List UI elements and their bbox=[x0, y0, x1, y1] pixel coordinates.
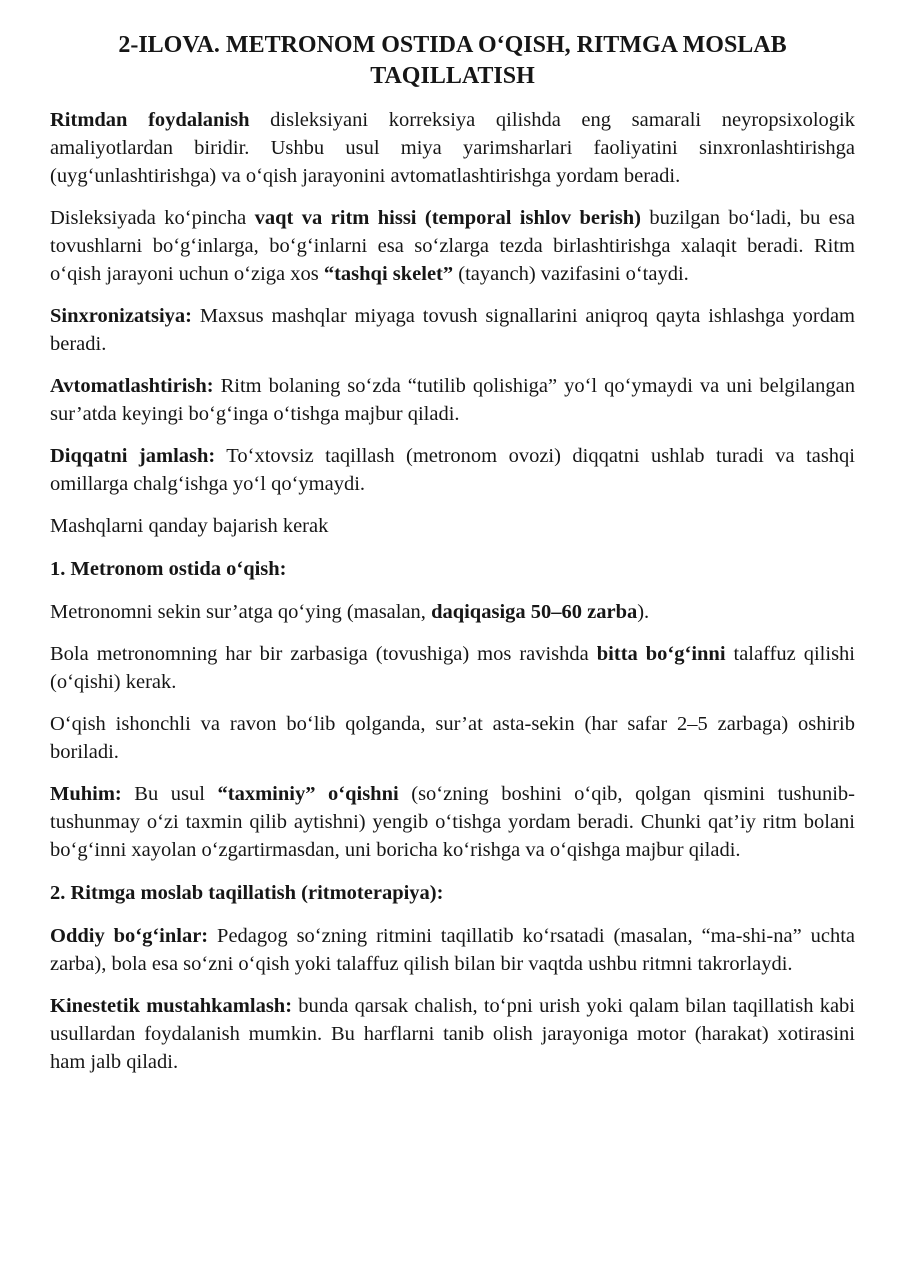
paragraph bbox=[50, 442, 855, 498]
bold-text-segment: “taxminiy” oʻqishni bbox=[217, 783, 399, 805]
bold-text-segment: Ritmdan foydalanish bbox=[50, 109, 250, 131]
text-segment: Metronomni sekin sur’atga qoʻying (masalan, bbox=[50, 601, 432, 623]
text-segment: Bu usul bbox=[121, 783, 218, 805]
paragraph bbox=[50, 106, 855, 190]
paragraph bbox=[50, 992, 855, 1076]
text-segment: Disleksiyada koʻpincha bbox=[50, 207, 255, 229]
text-segment: (soʻzning boshini oʻqib, qolgan qismini tushunib-tushunmay oʻzi taxmin qilib aytishni) yengib oʻtishga yordam beradi. Chunki qat’iy ritm bolani boʻgʻinni xayolan oʻzgartirmasdan, uni boricha koʻrishga va oʻqishga majbur qiladi. bbox=[50, 783, 855, 861]
bold-text-segment: Kinestetik mustahkamlash: bbox=[50, 995, 293, 1017]
bold-text-segment: Avtomatlashtirish: bbox=[50, 375, 214, 397]
section-heading bbox=[50, 555, 855, 583]
paragraph bbox=[50, 780, 855, 864]
paragraph bbox=[50, 710, 855, 766]
text-segment: Bola metronomning har bir zarbasiga (tovushiga) mos ravishda bbox=[50, 643, 597, 665]
bold-text-segment: 2. Ritmga moslab taqillatish (ritmoterapiya): bbox=[50, 882, 444, 904]
text-segment: Pedagog soʻzning ritmini taqillatib koʻrsatadi (masalan, “ma-shi-na” uchta zarba), bola esa soʻzni oʻqish yoki talaffuz qilish bilan bir vaqtda ushbu ritmni takrorlaydi. bbox=[50, 925, 855, 975]
bold-text-segment: vaqt va ritm hissi (temporal ishlov berish) bbox=[254, 207, 641, 229]
bold-text-segment: bitta boʻgʻinni bbox=[596, 643, 726, 665]
bold-text-segment: daqiqasiga 50–60 zarba bbox=[431, 601, 638, 623]
paragraph bbox=[50, 598, 855, 626]
text-segment: bunda qarsak chalish, toʻpni urish yoki qalam bilan taqillatish kabi usullardan foydalanish mumkin. Bu harflarni tanib olish jarayoniga motor (harakat) xotirasini ham jalb qiladi. bbox=[50, 995, 856, 1073]
text-segment: buzilgan boʻladi, bu esa tovushlarni boʻgʻinlarga, boʻgʻinlarni esa soʻzlarga tezda birlashtirishga xalaqit beradi. Ritm oʻqish jarayoni uchun oʻziga xos bbox=[50, 207, 855, 285]
paragraph bbox=[50, 204, 855, 288]
bold-text-segment: 1. Metronom ostida oʻqish: bbox=[50, 558, 287, 580]
text-segment: (tayanch) vazifasini oʻtaydi. bbox=[453, 263, 689, 285]
text-segment: Maxsus mashqlar miyaga tovush signallarini aniqroq qayta ishlashga yordam beradi. bbox=[50, 305, 855, 355]
bold-text-segment: Sinxronizatsiya: bbox=[50, 305, 192, 327]
bold-text-segment: Oddiy boʻgʻinlar: bbox=[50, 925, 209, 947]
text-segment: ). bbox=[637, 601, 650, 623]
text-segment: Ritm bolaning soʻzda “tutilib qolishiga” yoʻl qoʻymaydi va uni belgilangan sur’atda keyingi boʻgʻinga oʻtishga majbur qiladi. bbox=[50, 375, 855, 425]
paragraph bbox=[50, 512, 855, 540]
paragraph bbox=[50, 372, 855, 428]
bold-text-segment: Diqqatni jamlash: bbox=[50, 445, 216, 467]
document-title: 2-ILOVA. METRONOM OSTIDA OʻQISH, RITMGA MOSLAB TAQILLATISH bbox=[118, 32, 787, 89]
text-segment: talaffuz qilishi (oʻqishi) kerak. bbox=[50, 643, 855, 693]
text-segment: Toʻxtovsiz taqillash (metronom ovozi) diqqatni ushlab turadi va tashqi omillarga chalgʻishga yoʻl qoʻymaydi. bbox=[50, 445, 856, 495]
paragraph bbox=[50, 640, 855, 696]
paragraph bbox=[50, 922, 855, 978]
paragraph bbox=[50, 302, 855, 358]
section-heading bbox=[50, 879, 855, 907]
text-segment: Mashqlarni qanday bajarish kerak bbox=[50, 515, 329, 537]
bold-text-segment: “tashqi skelet” bbox=[323, 263, 454, 285]
document-body bbox=[50, 106, 855, 1076]
text-segment: disleksiyani korreksiya qilishda eng samarali neyropsixologik amaliyotlardan biridir. Ushbu usul miya yarimsharlari faoliyatini sinxronlashtirishga (uygʻunlashtirishga) va oʻqish jarayonini avtomatlashtirishga yordam beradi. bbox=[50, 109, 855, 187]
text-segment: Oʻqish ishonchli va ravon boʻlib qolganda, sur’at asta-sekin (har safar 2–5 zarbaga) oshirib boriladi. bbox=[50, 713, 855, 763]
bold-text-segment: Muhim: bbox=[50, 783, 122, 805]
